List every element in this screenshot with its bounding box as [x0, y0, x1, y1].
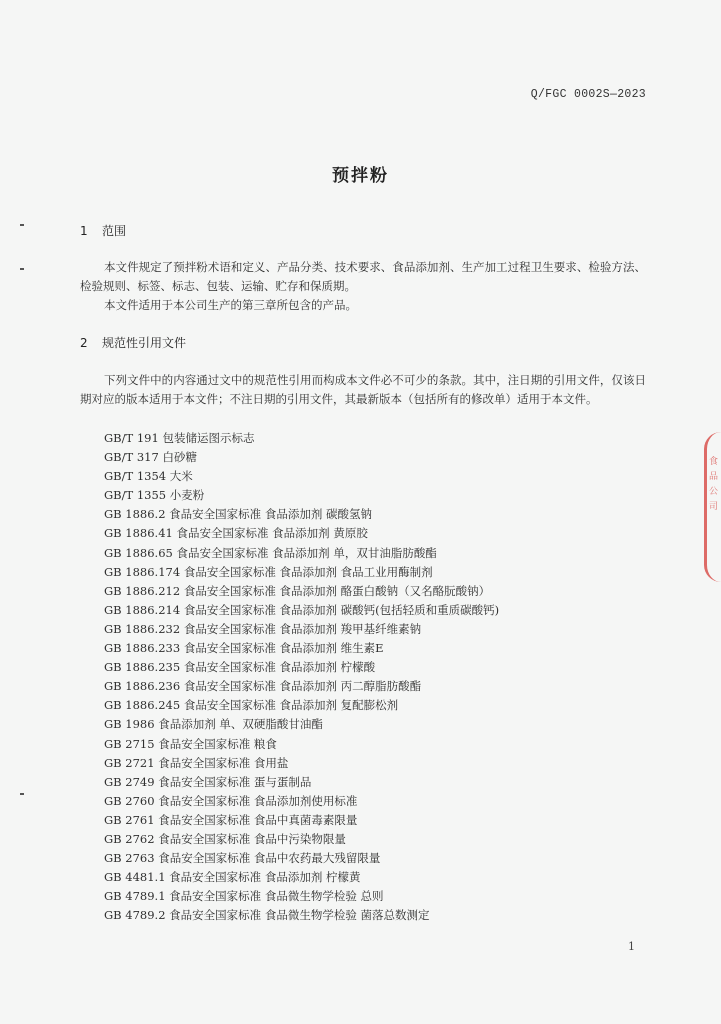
reference-item: GB 2763 食品安全国家标准 食品中农药最大残留限量 — [104, 851, 381, 866]
reference-item: GB 2715 食品安全国家标准 粮食 — [104, 736, 277, 751]
reference-item: GB 4481.1 食品安全国家标准 食品添加剂 柠檬黄 — [104, 870, 361, 885]
page-number: 1 — [628, 940, 635, 953]
document-code: Q/FGC 0002S—2023 — [530, 88, 646, 101]
section-number: 1 — [80, 224, 88, 238]
paragraph: 下列文件中的内容通过文中的规范性引用而构成本文件必不可少的条款。其中，注日期的引用文件，仅该日期对应的版本适用于本文件；不注日期的引用文件，其最新版本（包括所有的修改单）适用于本文件。 — [80, 373, 646, 406]
reference-item: GB 1886.41 食品安全国家标准 食品添加剂 黄原胶 — [104, 526, 368, 541]
paragraph: 本文件规定了预拌粉术语和定义、产品分类、技术要求、食品添加剂、生产加工过程卫生要求、检验方法、检验规则、标签、标志、包装、运输、贮存和保质期。 — [80, 260, 646, 293]
reference-item: GB 1886.245 食品安全国家标准 食品添加剂 复配膨松剂 — [104, 698, 399, 713]
section-title: 规范性引用文件 — [102, 336, 187, 350]
document-title: 预拌粉 — [332, 166, 389, 186]
reference-item: GB 1886.235 食品安全国家标准 食品添加剂 柠檬酸 — [104, 660, 376, 675]
reference-item: GB 2762 食品安全国家标准 食品中污染物限量 — [104, 831, 346, 846]
reference-item: GB 1886.65 食品安全国家标准 食品添加剂 单，双甘油脂肪酸酯 — [104, 545, 437, 560]
reference-item: GB 1886.212 食品安全国家标准 食品添加剂 酪蛋白酸钠（又名酪朊酸钠） — [104, 583, 491, 598]
company-seal-text: 食品公司 — [709, 457, 719, 512]
scan-mark — [20, 224, 24, 226]
section-number: 2 — [80, 336, 88, 350]
reference-item: GB 1886.174 食品安全国家标准 食品添加剂 食品工业用酶制剂 — [104, 564, 433, 579]
reference-item: GB 4789.2 食品安全国家标准 食品微生物学检验 菌落总数测定 — [104, 908, 430, 923]
reference-item: GB 2760 食品安全国家标准 食品添加剂使用标准 — [104, 793, 358, 808]
reference-item: GB 1886.2 食品安全国家标准 食品添加剂 碳酸氢钠 — [104, 507, 372, 522]
reference-item: GB 2761 食品安全国家标准 食品中真菌毒素限量 — [104, 812, 358, 827]
reference-item: GB 4789.1 食品安全国家标准 食品微生物学检验 总则 — [104, 889, 384, 904]
reference-item: GB 2721 食品安全国家标准 食用盐 — [104, 755, 289, 770]
reference-item: GB 2749 食品安全国家标准 蛋与蛋制品 — [104, 774, 312, 789]
reference-item: GB 1886.233 食品安全国家标准 食品添加剂 维生素E — [104, 641, 384, 656]
reference-item: GB/T 1354 大米 — [104, 469, 193, 484]
reference-item: GB/T 317 白砂糖 — [104, 450, 197, 465]
section-heading — [80, 222, 126, 239]
reference-item: GB 1886.214 食品安全国家标准 食品添加剂 碳酸钙(包括轻质和重质碳酸钙) — [104, 602, 500, 617]
reference-item: GB 1986 食品添加剂 单、双硬脂酸甘油酯 — [104, 717, 323, 732]
reference-list — [104, 429, 499, 925]
paragraph: 本文件适用于本公司生产的第三章所包含的产品。 — [104, 298, 357, 312]
reference-item: GB/T 191 包装储运图示标志 — [104, 431, 255, 445]
reference-item: GB 1886.232 食品安全国家标准 食品添加剂 羧甲基纤维素钠 — [104, 621, 422, 636]
scan-mark — [20, 793, 24, 795]
reference-item: GB/T 1355 小麦粉 — [104, 488, 205, 503]
section-title: 范围 — [102, 224, 127, 238]
scan-mark — [20, 268, 24, 270]
reference-item: GB 1886.236 食品安全国家标准 食品添加剂 丙二醇脂肪酸酯 — [104, 679, 422, 694]
section-heading — [80, 334, 186, 351]
